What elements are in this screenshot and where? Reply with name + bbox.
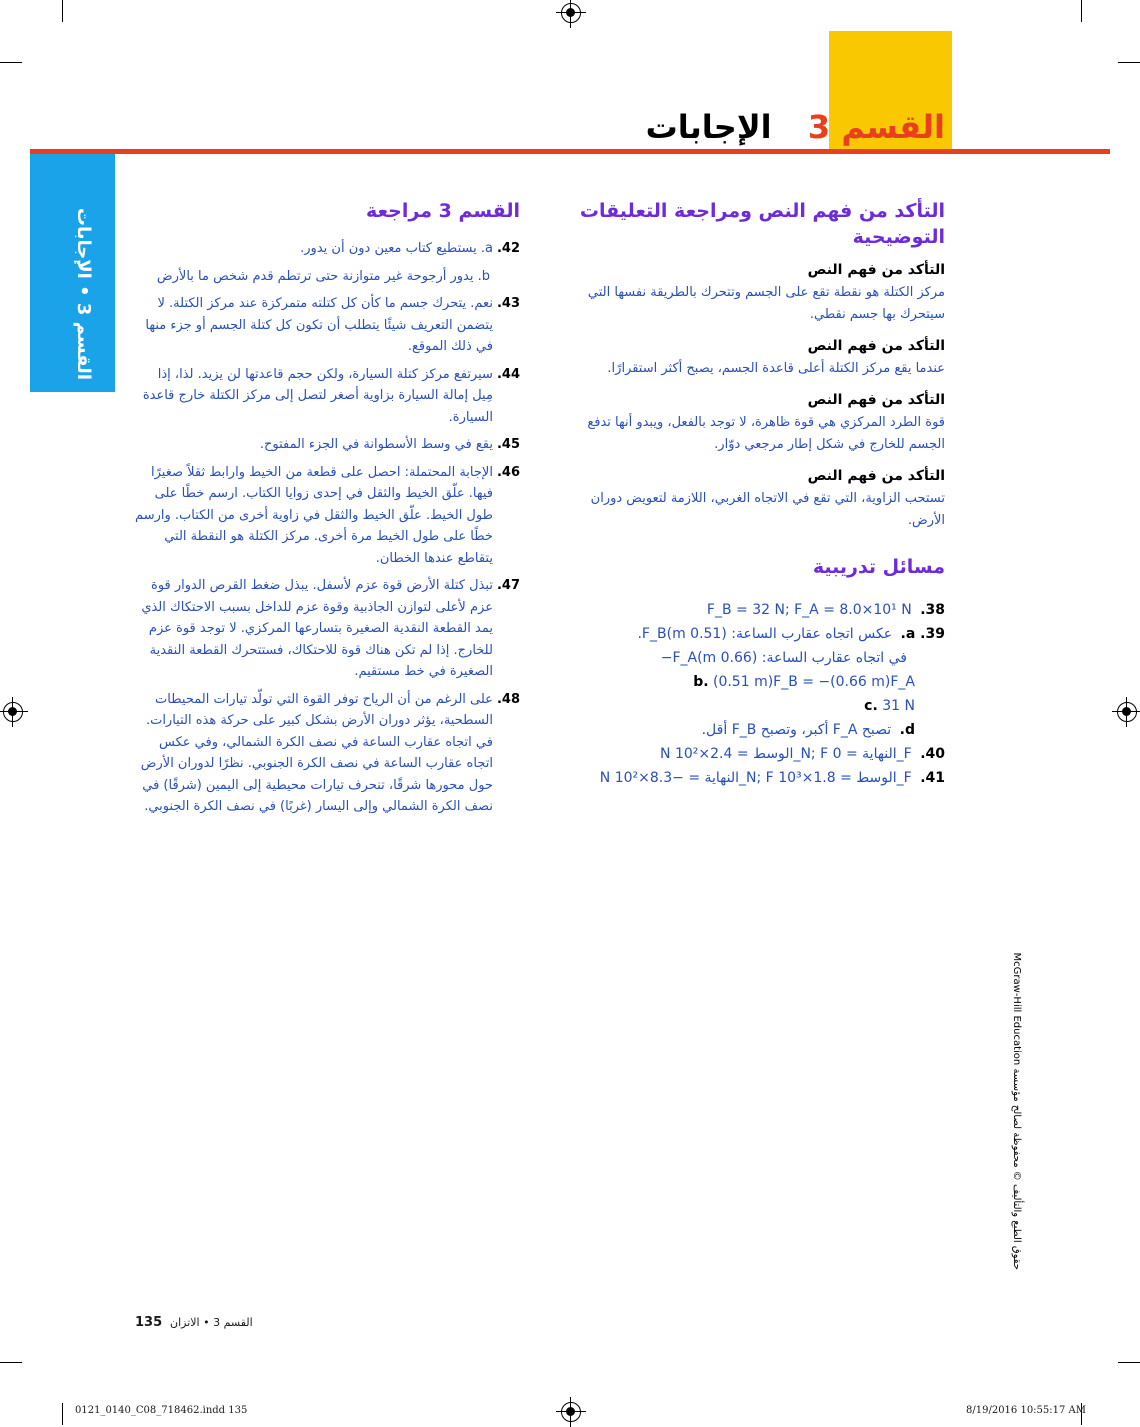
footer-chapter: القسم 3 • الاتزان bbox=[170, 1316, 253, 1329]
answer-item: في اتجاه عقارب الساعة: (0.66 m)F_A− bbox=[660, 650, 907, 666]
subsection-title: التأكد من فهم النص bbox=[807, 338, 945, 354]
crop-mark bbox=[0, 62, 22, 63]
left-column bbox=[135, 198, 520, 824]
page-number: 135 bbox=[135, 1315, 163, 1330]
subsection-title: التأكد من فهم النص bbox=[807, 392, 945, 408]
answer-item: 39. a. عكس اتجاه عقارب الساعة: (0.51 m)F_B. bbox=[637, 626, 945, 642]
section-heading: القسم 3 مراجعة bbox=[365, 200, 520, 222]
review-item: 48. على الرغم من أن الرياح توفر القوة التي تولّد تيارات المحيطات السطحية، يؤثر دوران الأرض بشكل كبير على حركة هذه التيارات. في اتجاه عقارب الساعة في نصف الكرة الشمالي، وفي عكس اتجاه عقارب الساعة في نصف الكرة الجنوبي. نظرًا لدوران الأرض حول محورها شرقًا، تنحرف تيارات محيطية إلى اليمين (شرقًا) في نصف الكرة الشمالي وإلى اليسار (غربًا) في نصف الكرة الجنوبي. bbox=[140, 691, 520, 814]
crop-mark bbox=[1081, 0, 1082, 22]
answer-text: تستحب الزاوية، التي تقع في الاتجاه الغربي، اللازمة لتعويض دوران الأرض. bbox=[590, 491, 945, 528]
registration-mark-icon bbox=[561, 1402, 581, 1422]
crop-mark bbox=[62, 0, 63, 22]
subsection-title: التأكد من فهم النص bbox=[807, 468, 945, 484]
answer-item: 38. F_B = 32 N; F_A = 8.0×10¹ N bbox=[706, 602, 945, 618]
copyright-credit: حقوق الطبع والتأليف © محفوظة لصالح مؤسسة McGraw-Hill Education bbox=[1011, 952, 1022, 1270]
print-slug-date: 8/19/2016 10:55:17 AM bbox=[966, 1405, 1087, 1416]
practice-heading: مسائل تدريبية bbox=[812, 556, 945, 578]
review-item: 43. نعم. يتحرك جسم ما كأن كل كتلته متمركزة عند مركز الكتلة. لا يتضمن التعريف شيئًا يتطلب أن تكون كل كتلة الجسم أو جزء منها في ذلك الموقع. bbox=[145, 296, 520, 354]
review-item: 45. يقع في وسط الأسطوانة في الجزء المفتوح. bbox=[259, 437, 520, 452]
answer-item: 41. F_الوسط = 1.8×10³ N; F_النهاية = −8.3×10² N bbox=[599, 770, 945, 786]
chapter-title: الإجابات bbox=[645, 108, 772, 146]
crop-mark bbox=[1118, 62, 1140, 63]
crop-mark bbox=[1118, 1362, 1140, 1363]
review-item: 44. سيرتفع مركز كتلة السيارة، ولكن حجم قاعدتها لن يزيد. لذا، إذا مِيل إمالة السيارة بزاوية أصغر لتصل إلى مركز الكتلة خارج قاعدة السيارة. bbox=[142, 366, 520, 425]
review-item: 47. تبذل كتلة الأرض قوة عزم لأسفل. يبذل ضغط القرص الدوار قوة عزم لأعلى لتوازن الجاذبية وقوة عزم للداخل بسبب الاحتكاك الذي يمد القطعة النقدية الصغيرة بتسارعها المركزي. لا توجد قوة عزم للخارج. إذا لم تكن هناك قوة للاحتكاك، فستتحرك القطعة النقدية الصغيرة في خط مستقيم. bbox=[141, 578, 520, 679]
title-rule bbox=[30, 149, 1110, 154]
answer-text: قوة الطرد المركزي هي قوة ظاهرة، لا توجد بالفعل، ويبدو أنها تدفع الجسم للخارج في شكل إطار مرجعي دوّار. bbox=[587, 415, 945, 452]
right-column bbox=[555, 198, 945, 790]
answer-text: مركز الكتلة هو نقطة تقع على الجسم وتتحرك بالطريقة نفسها التي سيتحرك بها جسم نقطي. bbox=[587, 285, 945, 322]
answer-text: عندما يقع مركز الكتلة أعلى قاعدة الجسم، يصبح أكثر استقرارًا. bbox=[607, 361, 945, 376]
review-item: b. يدور أرجوحة غير متوازنة حتى ترتطم قدم شخص ما بالأرض bbox=[156, 268, 490, 284]
answer-item: c. 31 N bbox=[864, 698, 915, 714]
crop-mark bbox=[0, 1362, 22, 1363]
print-slug-file: 0121_0140_C08_718462.indd 135 bbox=[75, 1405, 248, 1416]
review-item: 46. الإجابة المحتملة: احصل على قطعة من الخيط وارابط ثقلاً صغيرًا فيها. علّق الخيط والثقل في إحدى زوايا الكتاب. ارسم خطًا على طول الخيط. علّق الخيط والثقل في زاوية أخرى من الكتاب. وارسم خطًا على طول الخيط مرة أخرى. مركز الكتلة هو النقطة التي يتقاطع عندها الخطان. bbox=[135, 464, 520, 566]
registration-mark-icon bbox=[3, 702, 23, 722]
answer-item: 40. F_النهاية = 0 N; F_الوسط = 2.4×10² N bbox=[660, 746, 945, 762]
section-heading: التأكد من فهم النص ومراجعة التعليقات التوضيحية bbox=[579, 200, 945, 248]
answer-item: d. تصبح F_A أكبر، وتصبح F_B أقل. bbox=[701, 722, 915, 738]
chapter-label: القسم 3 bbox=[807, 108, 945, 146]
side-tab-label: القسم 3 • الإجابات bbox=[73, 207, 94, 380]
chapter-header bbox=[646, 108, 945, 146]
subsection-title: التأكد من فهم النص bbox=[807, 262, 945, 278]
review-item: 42. a. يستطيع كتاب معين دون أن يدور. bbox=[300, 241, 520, 256]
answer-item: b. (0.51 m)F_B = −(0.66 m)F_A bbox=[693, 674, 915, 690]
registration-mark-icon bbox=[561, 3, 581, 23]
crop-mark bbox=[62, 1403, 63, 1425]
registration-mark-icon bbox=[1117, 702, 1137, 722]
